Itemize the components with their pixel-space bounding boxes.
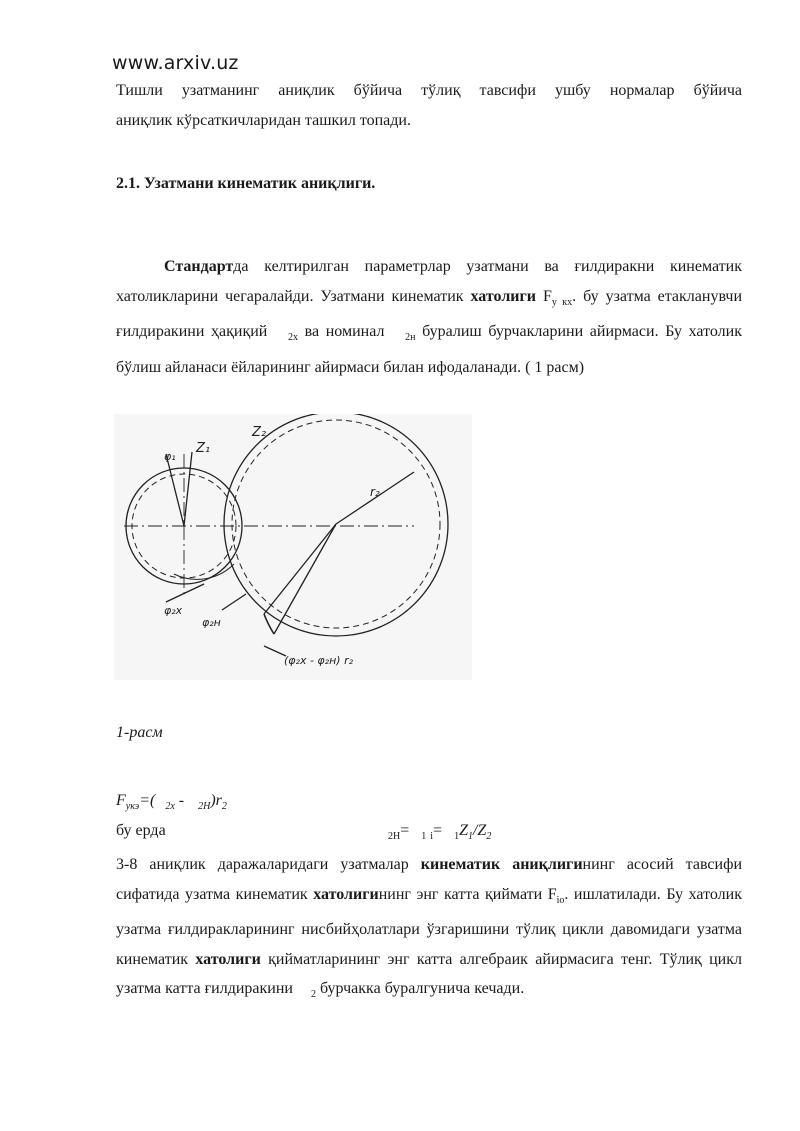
formula-eq: =(	[139, 792, 156, 809]
label-r2: r₂	[370, 485, 380, 499]
formula-f: F	[116, 792, 126, 809]
formula-kinematic-error	[116, 792, 227, 812]
f-io-sub: iо	[556, 894, 565, 906]
rel-sub-1a: 1	[421, 831, 427, 843]
label-phi1: φ₁	[164, 450, 176, 463]
rel-sub-i: i	[430, 831, 434, 843]
gear-ratio-relation	[388, 822, 491, 842]
label-diff: (φ₂x - φ₂н) r₂	[284, 654, 354, 667]
site-url: www.arxiv.uz	[112, 52, 239, 74]
f-subscript: у кх	[551, 296, 573, 308]
formula-minus: -	[174, 792, 189, 809]
label-z2: Z₂	[252, 425, 267, 440]
sub-2-final: 2	[311, 989, 316, 1001]
para1-text-1: да келтирилган параметрлар узатмани ва ғилдиракни кинематик хатоликларини чегаралайди. Узатмани кинематик	[116, 258, 742, 305]
rel-z1-sub: 1	[467, 831, 473, 843]
bold-error-2: хатолиги	[313, 885, 379, 903]
intro-line-1: Тишли узатманинг аниқлик бўйича тўлиқ тавсифи ушбу нормалар бўйича	[116, 82, 742, 99]
paragraph-accuracy	[116, 850, 742, 1010]
para2-text-2: нинг асосий тавсифи сифатида узатма кинематик	[116, 856, 743, 903]
label-z1: Z₁	[196, 441, 211, 456]
rel-eq-2: =	[433, 822, 443, 839]
bold-error: хатолиги	[470, 287, 537, 305]
section-title: 2.1. Узатмани кинематик аниқлиги.	[116, 175, 376, 192]
formula-r2-sub: 2	[221, 801, 227, 813]
para1-text-3: ва номинал	[297, 323, 392, 341]
bold-error-3: хатолиги	[195, 950, 261, 968]
formula-sub-2x: 2х	[165, 801, 175, 813]
formula-sub-2h: 2Н	[198, 801, 211, 813]
bold-standard: Стандарт	[164, 258, 234, 275]
intro-line-2: аниқлик кўрсаткичларидан ташкил топади.	[116, 112, 411, 129]
para2-text-6: бурчакка буралгунича кечади.	[316, 980, 525, 998]
para2-text-5: қийматларининг энг катта алгебраик айирмасига тенг. Тўлиқ цикл узатма катта ғилдиракини	[116, 950, 742, 998]
bold-kinematic-accuracy: кинематик аниқлиги	[420, 856, 583, 873]
para1-text-2: . бу узатма етакланувчи ғилдиракини ҳақиқий	[116, 287, 743, 341]
rel-z1: Z	[459, 822, 468, 839]
label-phi2n: φ₂н	[202, 616, 221, 629]
gear-diagram	[114, 414, 472, 680]
rel-eq-1: =	[400, 822, 410, 839]
para2-text-1: 3-8 аниқлик даражаларидаги узатмалар	[116, 856, 421, 873]
figure-caption: 1-расм	[116, 724, 163, 741]
formula-close: )r	[210, 792, 222, 809]
para2-text-3: нинг энг катта қиймати F	[378, 885, 557, 903]
sub-2x: 2х	[287, 332, 298, 344]
rel-slash-z: /Z	[472, 822, 487, 839]
rel-z2-sub: 2	[486, 831, 492, 843]
rel-sub-2h: 2Н	[388, 831, 401, 843]
f-symbol: F	[536, 287, 552, 305]
paragraph-kinematic-error	[116, 252, 742, 382]
where-label: бу ерда	[116, 822, 166, 839]
label-phi2x: φ₂x	[164, 604, 183, 617]
rel-sub-1b: 1	[454, 831, 460, 843]
sub-2n: 2н	[405, 332, 416, 344]
formula-f-sub: укэ	[125, 801, 140, 813]
para2-text-4: . ишлатилади. Бу хатолик узатма ғилдиракларининг нисбийҳолатлари ўзгаришини тўлиқ цикли давомидаги узатма кинематик	[116, 885, 743, 968]
para1-text-4: буралиш бурчакларини айирмаси. Бу хатолик бўлиш айланаси ёйларининг айирмаси билан ифодаланади. ( 1 расм)	[116, 323, 743, 376]
